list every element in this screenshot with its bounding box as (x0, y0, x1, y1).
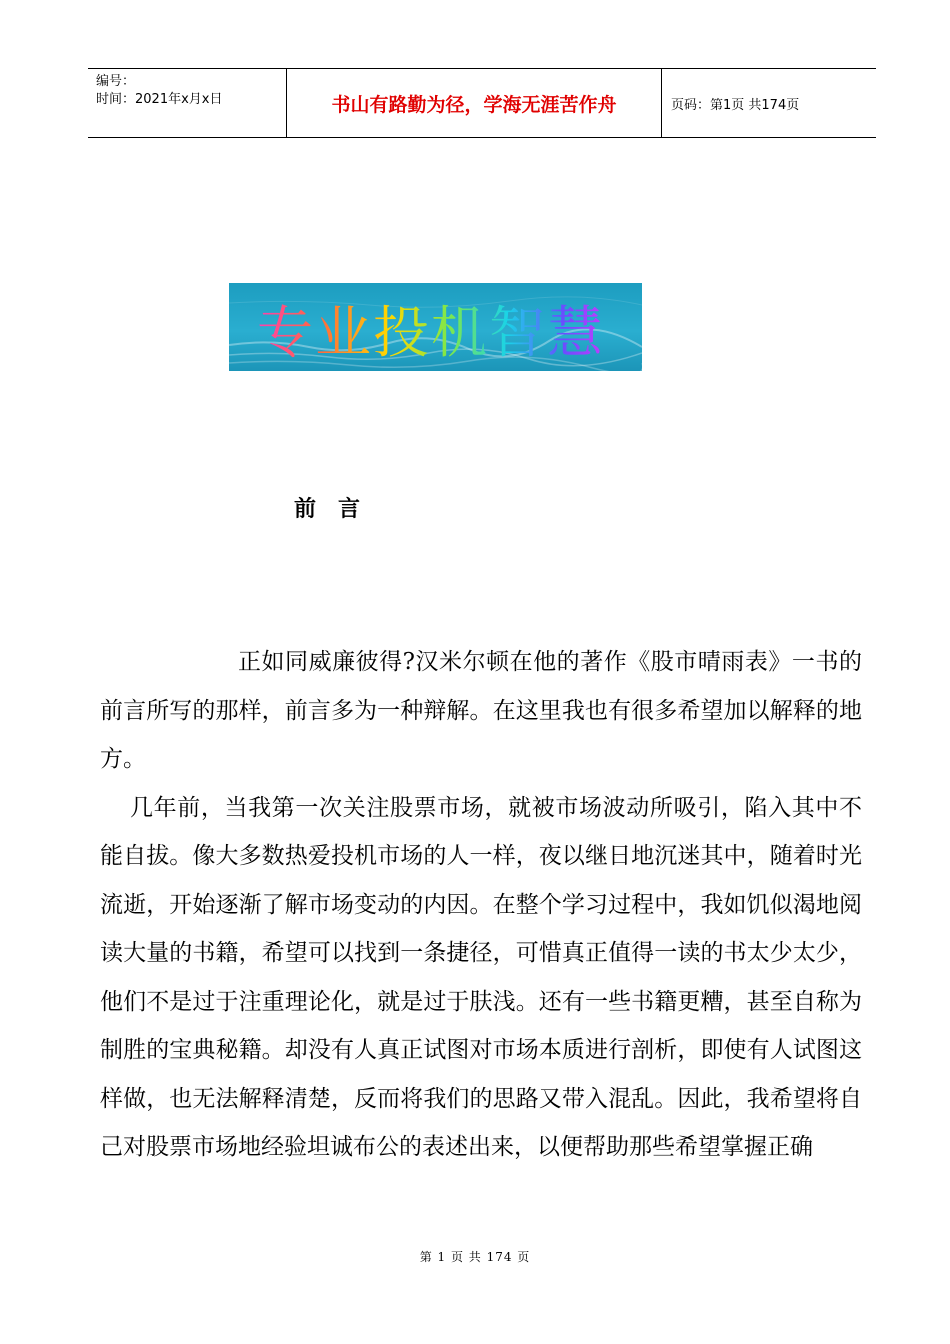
document-body (100, 638, 862, 1172)
header-meta (88, 69, 286, 137)
page-header (88, 68, 876, 138)
time-label: 时间：2021年x月x日 (96, 92, 223, 107)
header-motto: 书山有路勤为径，学海无涯苦作舟 (286, 69, 662, 137)
paragraph-1: 正如同威廉彼得?汉米尔顿在他的著作《股市晴雨表》一书的前言所写的那样，前言多为一种辩解。在这里我也有很多希望加以解释的地方。 (100, 649, 862, 772)
title-banner (229, 283, 642, 371)
preface-heading: 前言 (294, 496, 383, 522)
banner-title: 专业投机智慧 (257, 289, 605, 369)
number-label: 编号： (96, 74, 136, 89)
page-footer: 第 1 页 共 174 页 (419, 1250, 531, 1264)
header-page-info: 页码：第1页 共174页 (671, 97, 800, 113)
paragraph-2: 几年前，当我第一次关注股票市场，就被市场波动所吸引，陷入其中不能自拔。像大多数热爱投机市场的人一样，夜以继日地沉迷其中，随着时光流逝，开始逐渐了解市场变动的内因。在整个学习过程中，我如饥似渴地阅读大量的书籍，希望可以找到一条捷径，可惜真正值得一读的书太少太少，他们不是过于注重理论化，就是过于肤浅。还有一些书籍更糟，甚至自称为制胜的宝典秘籍。却没有人真正试图对市场本质进行剖析，即使有人试图这样做，也无法解释清楚，反而将我们的思路又带入混乱。因此，我希望将自己对股票市场地经验坦诚布公的表述出来，以便帮助那些希望掌握正确 (100, 794, 862, 1160)
